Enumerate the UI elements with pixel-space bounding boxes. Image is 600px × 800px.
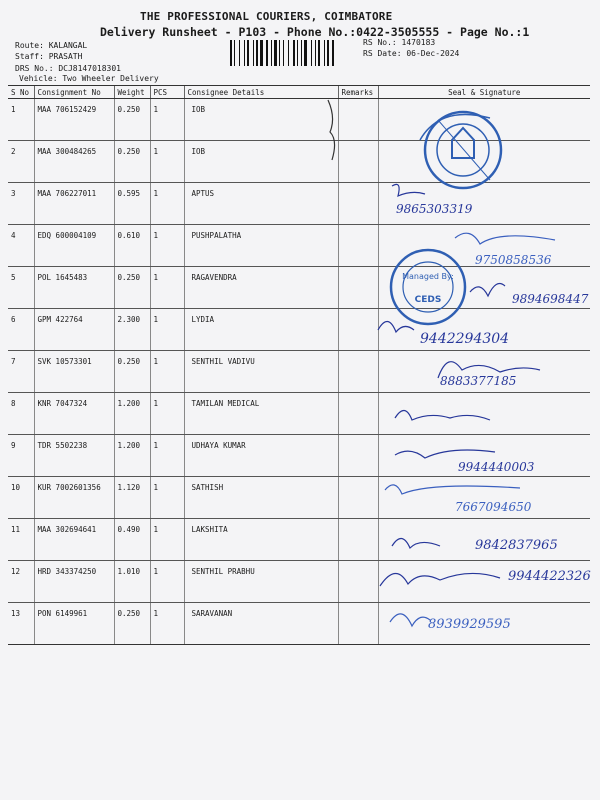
row-consignee: SENTHIL PRABHU bbox=[184, 561, 338, 603]
row-weight: 0.595 bbox=[114, 183, 150, 225]
row-consignment-no: TDR 5502238 bbox=[34, 435, 114, 477]
row-sno: 5 bbox=[8, 267, 34, 309]
row-consignee: PUSHPALATHA bbox=[184, 225, 338, 267]
row-weight: 0.610 bbox=[114, 225, 150, 267]
table-row bbox=[8, 435, 590, 477]
signature-phone-10: 7667094650 bbox=[455, 500, 532, 514]
row-remarks bbox=[338, 477, 378, 519]
row-consignment-no: MAA 706227011 bbox=[34, 183, 114, 225]
row-consignee: TAMILAN MEDICAL bbox=[184, 393, 338, 435]
staff-label: Staff: PRASATH bbox=[15, 52, 83, 61]
row-weight: 2.300 bbox=[114, 309, 150, 351]
row-remarks bbox=[338, 99, 378, 141]
row-weight: 0.250 bbox=[114, 141, 150, 183]
row-seal-signature bbox=[378, 225, 590, 267]
row-sno: 10 bbox=[8, 477, 34, 519]
signature-phone-13: 8939929595 bbox=[428, 617, 511, 632]
row-consignee: IOB bbox=[184, 141, 338, 183]
company-name: THE PROFESSIONAL COURIERS, COIMBATORE bbox=[140, 10, 393, 23]
table-row bbox=[8, 603, 590, 645]
row-sno: 1 bbox=[8, 99, 34, 141]
row-weight: 1.200 bbox=[114, 435, 150, 477]
row-sno: 13 bbox=[8, 603, 34, 645]
row-consignment-no: KUR 7002601356 bbox=[34, 477, 114, 519]
table-row bbox=[8, 99, 590, 141]
row-seal-signature bbox=[378, 141, 590, 183]
row-seal-signature bbox=[378, 267, 590, 309]
row-consignment-no: MAA 706152429 bbox=[34, 99, 114, 141]
row-sno: 2 bbox=[8, 141, 34, 183]
table-row bbox=[8, 561, 590, 603]
runsheet-table bbox=[8, 85, 590, 645]
row-consignee: IOB bbox=[184, 99, 338, 141]
row-remarks bbox=[338, 435, 378, 477]
row-seal-signature bbox=[378, 309, 590, 351]
col-weight: Weight bbox=[114, 86, 150, 99]
row-consignee: UDHAYA KUMAR bbox=[184, 435, 338, 477]
row-pcs: 1 bbox=[150, 141, 184, 183]
row-seal-signature bbox=[378, 561, 590, 603]
row-remarks bbox=[338, 225, 378, 267]
row-weight: 1.120 bbox=[114, 477, 150, 519]
row-remarks bbox=[338, 351, 378, 393]
row-pcs: 1 bbox=[150, 351, 184, 393]
signature-phone-6: 9442294304 bbox=[420, 331, 510, 347]
signature-phone-12: 9944422326 bbox=[508, 569, 591, 584]
rs-number: RS No.: 1470183 bbox=[363, 38, 436, 47]
signature-phone-11: 9842837965 bbox=[475, 538, 558, 553]
table-row bbox=[8, 183, 590, 225]
row-consignment-no: PON 6149961 bbox=[34, 603, 114, 645]
runsheet-title: Delivery Runsheet - P103 - Phone No.:0422-3505555 - Page No.:1 bbox=[100, 25, 530, 39]
row-weight: 0.250 bbox=[114, 99, 150, 141]
row-consignment-no: MAA 302694641 bbox=[34, 519, 114, 561]
table-row bbox=[8, 141, 590, 183]
row-pcs: 1 bbox=[150, 477, 184, 519]
row-pcs: 1 bbox=[150, 519, 184, 561]
row-consignment-no: KNR 7047324 bbox=[34, 393, 114, 435]
table-row bbox=[8, 393, 590, 435]
col-consignment: Consignment No bbox=[34, 86, 114, 99]
row-consignment-no: HRD 343374250 bbox=[34, 561, 114, 603]
signature-phone-5: 9894698447 bbox=[512, 292, 589, 306]
table-row bbox=[8, 351, 590, 393]
row-sno: 8 bbox=[8, 393, 34, 435]
table-row bbox=[8, 309, 590, 351]
row-consignment-no: POL 1645483 bbox=[34, 267, 114, 309]
row-consignment-no: MAA 300484265 bbox=[34, 141, 114, 183]
row-remarks bbox=[338, 603, 378, 645]
stamp-brand: CEDS bbox=[414, 295, 442, 305]
row-seal-signature bbox=[378, 99, 590, 141]
rs-date: RS Date: 06-Dec-2024 bbox=[363, 49, 460, 58]
row-remarks bbox=[338, 309, 378, 351]
row-seal-signature bbox=[378, 477, 590, 519]
col-remarks: Remarks bbox=[338, 86, 378, 99]
row-seal-signature bbox=[378, 183, 590, 225]
table-row bbox=[8, 519, 590, 561]
managed-by-label: Managed By: bbox=[402, 272, 454, 281]
row-remarks bbox=[338, 183, 378, 225]
col-seal-signature: Seal & Signature bbox=[378, 86, 590, 99]
row-sno: 6 bbox=[8, 309, 34, 351]
row-consignee: LYDIA bbox=[184, 309, 338, 351]
row-remarks bbox=[338, 393, 378, 435]
col-consignee: Consignee Details bbox=[184, 86, 338, 99]
row-consignee: SENTHIL VADIVU bbox=[184, 351, 338, 393]
signature-phone-7: 8883377185 bbox=[440, 374, 517, 388]
row-consignee: RAGAVENDRA bbox=[184, 267, 338, 309]
row-pcs: 1 bbox=[150, 267, 184, 309]
table-row bbox=[8, 477, 590, 519]
row-consignee: APTUS bbox=[184, 183, 338, 225]
row-consignment-no: SVK 10573301 bbox=[34, 351, 114, 393]
drs-number: DRS No.: DCJ8147018301 bbox=[15, 64, 121, 73]
row-remarks bbox=[338, 267, 378, 309]
row-weight: 1.200 bbox=[114, 393, 150, 435]
row-remarks bbox=[338, 561, 378, 603]
row-seal-signature bbox=[378, 393, 590, 435]
signature-phone-9: 9944440003 bbox=[458, 460, 535, 474]
row-sno: 7 bbox=[8, 351, 34, 393]
row-sno: 9 bbox=[8, 435, 34, 477]
row-pcs: 1 bbox=[150, 603, 184, 645]
row-seal-signature bbox=[378, 435, 590, 477]
row-sno: 3 bbox=[8, 183, 34, 225]
row-remarks bbox=[338, 141, 378, 183]
row-consignee: SARAVANAN bbox=[184, 603, 338, 645]
drs-barcode bbox=[230, 40, 355, 66]
row-weight: 0.250 bbox=[114, 603, 150, 645]
row-seal-signature bbox=[378, 603, 590, 645]
row-pcs: 1 bbox=[150, 183, 184, 225]
table-row bbox=[8, 267, 590, 309]
table-row bbox=[8, 225, 590, 267]
row-pcs: 1 bbox=[150, 225, 184, 267]
vehicle-label: Vehicle: Two Wheeler Delivery bbox=[19, 74, 159, 83]
row-consignment-no: GPM 422764 bbox=[34, 309, 114, 351]
row-sno: 4 bbox=[8, 225, 34, 267]
signature-phone-3: 9865303319 bbox=[396, 202, 473, 216]
row-weight: 0.490 bbox=[114, 519, 150, 561]
row-weight: 0.250 bbox=[114, 267, 150, 309]
row-sno: 12 bbox=[8, 561, 34, 603]
row-sno: 11 bbox=[8, 519, 34, 561]
row-seal-signature bbox=[378, 519, 590, 561]
row-pcs: 1 bbox=[150, 393, 184, 435]
row-pcs: 1 bbox=[150, 99, 184, 141]
row-consignee: LAKSHITA bbox=[184, 519, 338, 561]
col-sno: S No bbox=[8, 86, 34, 99]
signature-phone-4: 9750858536 bbox=[475, 253, 552, 267]
row-consignment-no: EDQ 600004109 bbox=[34, 225, 114, 267]
row-remarks bbox=[338, 519, 378, 561]
row-pcs: 1 bbox=[150, 561, 184, 603]
route-label: Route: KALANGAL bbox=[15, 41, 88, 50]
row-consignee: SATHISH bbox=[184, 477, 338, 519]
row-pcs: 1 bbox=[150, 309, 184, 351]
row-weight: 1.010 bbox=[114, 561, 150, 603]
row-weight: 0.250 bbox=[114, 351, 150, 393]
row-seal-signature bbox=[378, 351, 590, 393]
row-pcs: 1 bbox=[150, 435, 184, 477]
table-header-row bbox=[8, 86, 590, 99]
col-pcs: PCS bbox=[150, 86, 184, 99]
